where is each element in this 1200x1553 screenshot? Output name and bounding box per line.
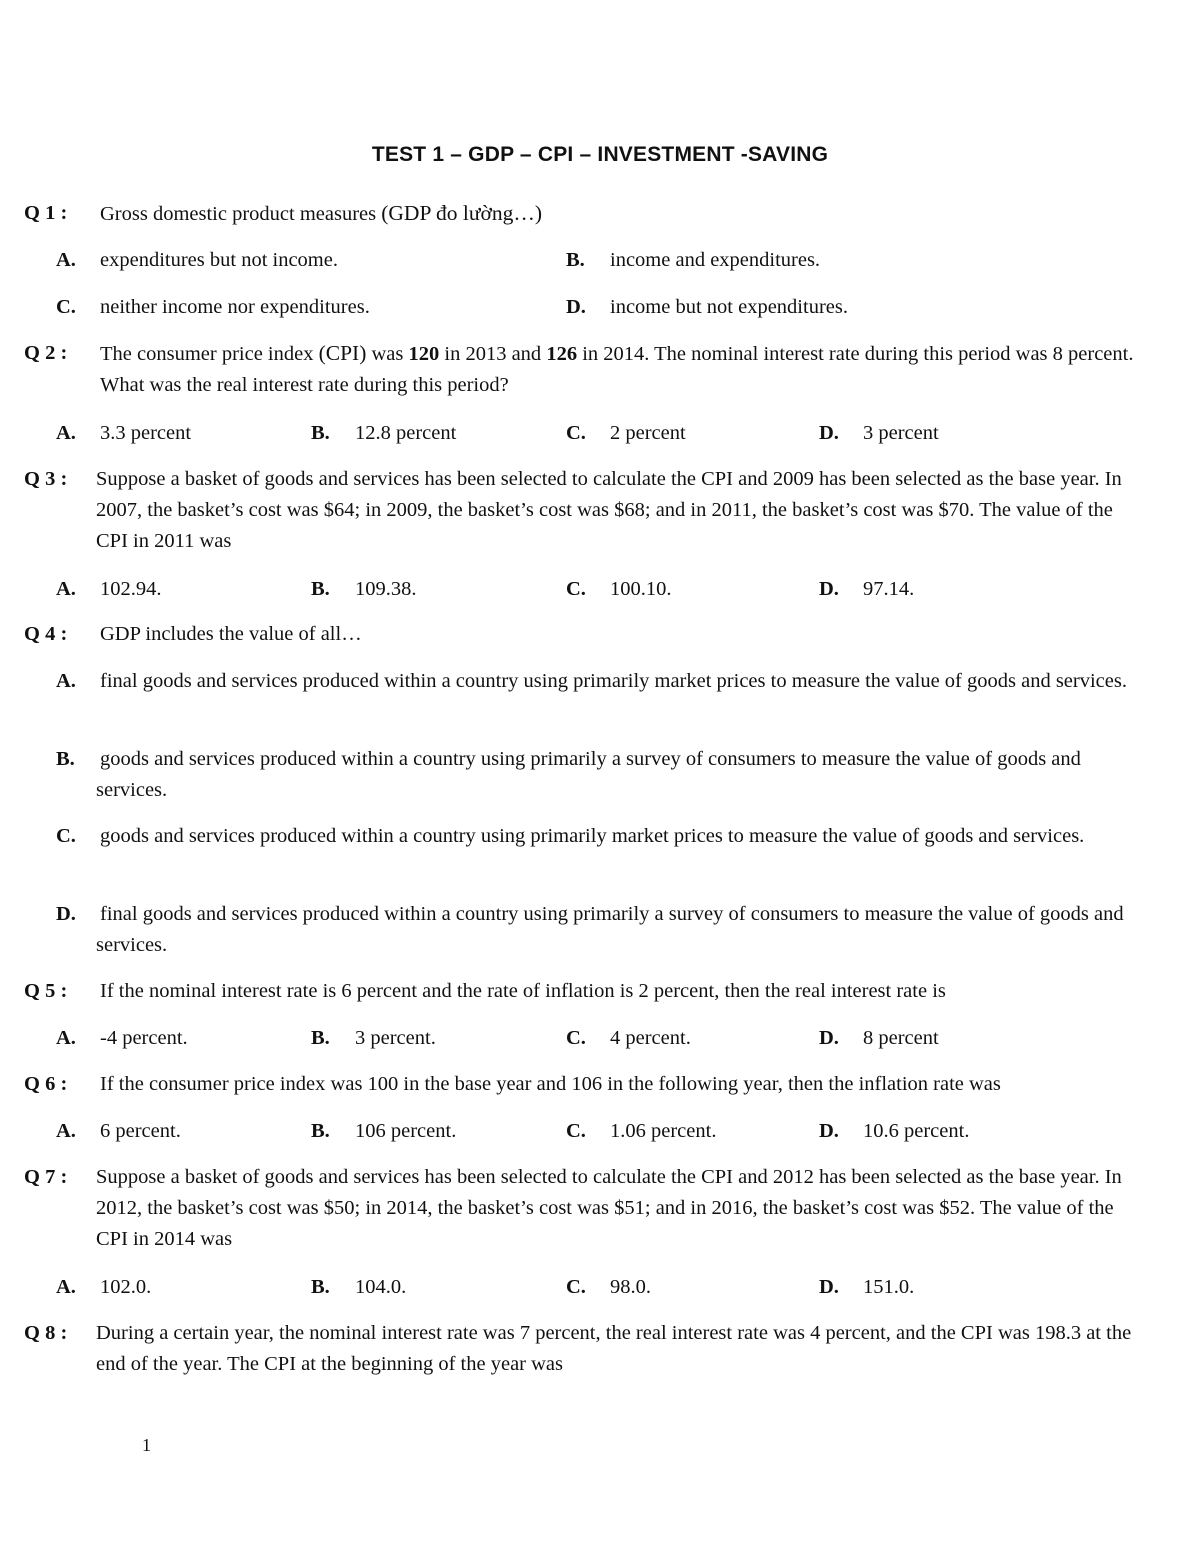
option-text: 100.10. xyxy=(610,578,672,600)
question-text: GDP includes the value of all… xyxy=(100,623,362,645)
option-letter: A. xyxy=(56,1276,76,1298)
question-4 xyxy=(24,619,1149,650)
option-text: 4 percent. xyxy=(610,1027,691,1049)
question-text-part: 126 xyxy=(546,343,578,365)
option-text: 98.0. xyxy=(610,1276,651,1298)
option-b[interactable] xyxy=(56,744,1151,806)
option-letter: D. xyxy=(566,296,586,318)
option-text: 1.06 percent. xyxy=(610,1120,717,1142)
option-c[interactable] xyxy=(566,418,686,449)
option-letter: C. xyxy=(566,1276,586,1298)
option-c[interactable] xyxy=(566,1116,716,1147)
option-d[interactable] xyxy=(819,1023,939,1054)
option-text: expenditures but not income. xyxy=(100,249,338,271)
option-letter: D. xyxy=(56,903,76,925)
question-text: If the nominal interest rate is 6 percent and the rate of inflation is 2 percent, then the real interest rate is xyxy=(100,980,946,1002)
option-text: goods and services produced within a country using primarily market prices to measure the value of goods and services. xyxy=(100,825,1085,847)
option-letter: A. xyxy=(56,1027,76,1049)
question-3 xyxy=(24,464,1149,557)
page-number: 1 xyxy=(142,1435,151,1455)
option-c[interactable] xyxy=(566,1023,691,1054)
question-text xyxy=(100,198,1149,230)
option-letter: B. xyxy=(566,249,585,271)
question-text-part: (GDP đo lường…) xyxy=(381,201,543,225)
option-text: 109.38. xyxy=(355,578,417,600)
option-text: 102.94. xyxy=(100,578,162,600)
option-letter: C. xyxy=(566,1027,586,1049)
question-text-part: The consumer price index xyxy=(100,343,319,365)
option-text: 97.14. xyxy=(863,578,915,600)
question-label: Q 1 : xyxy=(24,202,68,224)
option-letter: B. xyxy=(311,1027,330,1049)
option-a[interactable] xyxy=(56,1116,181,1147)
option-letter: A. xyxy=(56,1120,76,1142)
option-letter: B. xyxy=(311,1276,330,1298)
option-text: income and expenditures. xyxy=(610,249,821,271)
question-8 xyxy=(24,1318,1149,1380)
question-text-part: (CPI) xyxy=(318,341,367,365)
question-label: Q 4 : xyxy=(24,623,68,645)
option-d[interactable] xyxy=(56,899,1151,961)
question-text-part: in 2013 and xyxy=(439,343,547,365)
option-letter: B. xyxy=(311,422,330,444)
option-text: 3.3 percent xyxy=(100,422,192,444)
option-letter: C. xyxy=(56,296,76,318)
option-letter: D. xyxy=(819,1120,839,1142)
option-letter: C. xyxy=(566,578,586,600)
question-label: Q 2 : xyxy=(24,342,68,364)
question-text-part: was xyxy=(366,343,409,365)
question-text: Suppose a basket of goods and services has been selected to calculate the CPI and 2009 has been selected as the base year. In 2007, the basket’s cost was $64; in 2009, the basket’s cost was $68; and in 2011, the basket’s cost was $70. The value of the CPI in 2011 was xyxy=(96,468,1122,552)
option-letter: B. xyxy=(311,1120,330,1142)
option-letter: A. xyxy=(56,422,76,444)
question-label: Q 7 : xyxy=(24,1166,68,1188)
question-text: If the consumer price index was 100 in the base year and 106 in the following year, then the inflation rate was xyxy=(100,1073,1001,1095)
option-text: 3 percent. xyxy=(355,1027,436,1049)
question-text-part: 120 xyxy=(408,343,440,365)
option-c[interactable] xyxy=(56,292,370,323)
option-a[interactable] xyxy=(56,1272,151,1303)
option-text: income but not expenditures. xyxy=(610,296,848,318)
option-d[interactable] xyxy=(819,1272,914,1303)
question-label: Q 6 : xyxy=(24,1073,68,1095)
option-text: 2 percent xyxy=(610,422,686,444)
option-text: final goods and services produced within a country using primarily market prices to measure the value of goods and services. xyxy=(100,670,1127,692)
option-a[interactable] xyxy=(56,418,191,449)
option-a[interactable] xyxy=(56,245,338,276)
option-text: 104.0. xyxy=(355,1276,407,1298)
option-letter: A. xyxy=(56,249,76,271)
question-text-part: Gross domestic product measures xyxy=(100,203,382,225)
option-b[interactable] xyxy=(311,574,417,605)
option-d[interactable] xyxy=(819,418,939,449)
option-c[interactable] xyxy=(56,821,1151,852)
option-b[interactable] xyxy=(566,245,820,276)
question-text: Suppose a basket of goods and services has been selected to calculate the CPI and 2012 has been selected as the base year. In 2012, the basket’s cost was $50; in 2014, the basket’s cost was $51; and in 2016, the basket’s cost was $52. The value of the CPI in 2014 was xyxy=(96,1166,1122,1250)
option-b[interactable] xyxy=(311,418,456,449)
option-letter: D. xyxy=(819,1027,839,1049)
option-b[interactable] xyxy=(311,1272,406,1303)
option-c[interactable] xyxy=(566,1272,651,1303)
option-text: 6 percent. xyxy=(100,1120,181,1142)
option-letter: D. xyxy=(819,422,839,444)
question-7 xyxy=(24,1162,1149,1255)
option-text: final goods and services produced within a country using primarily a survey of consumers to measure the value of goods and services. xyxy=(96,903,1124,956)
option-d[interactable] xyxy=(819,574,914,605)
option-letter: D. xyxy=(819,578,839,600)
option-b[interactable] xyxy=(311,1023,436,1054)
question-text-part: in 2014. The nominal interest rate during this period was 8 percent. What was the real interest rate during this period? xyxy=(100,343,1134,396)
option-letter: C. xyxy=(566,422,586,444)
option-text: 102.0. xyxy=(100,1276,152,1298)
option-text: 8 percent xyxy=(863,1027,939,1049)
option-c[interactable] xyxy=(566,574,672,605)
question-6 xyxy=(24,1069,1149,1100)
question-label: Q 3 : xyxy=(24,468,68,490)
option-text: 10.6 percent. xyxy=(863,1120,970,1142)
option-text: 12.8 percent xyxy=(355,422,457,444)
page-title: TEST 1 – GDP – CPI – INVESTMENT -SAVING xyxy=(371,143,829,166)
option-letter: C. xyxy=(566,1120,586,1142)
option-text: 151.0. xyxy=(863,1276,915,1298)
question-label: Q 8 : xyxy=(24,1322,68,1344)
option-text: neither income nor expenditures. xyxy=(100,296,370,318)
option-letter: D. xyxy=(819,1276,839,1298)
option-letter: B. xyxy=(311,578,330,600)
option-b[interactable] xyxy=(311,1116,456,1147)
question-5 xyxy=(24,976,1149,1007)
option-letter: A. xyxy=(56,578,76,600)
option-a[interactable] xyxy=(56,574,162,605)
question-label: Q 5 : xyxy=(24,980,68,1002)
option-a[interactable] xyxy=(56,1023,188,1054)
question-text xyxy=(24,338,1149,401)
option-text: 106 percent. xyxy=(355,1120,457,1142)
question-2 xyxy=(24,338,1149,401)
option-d[interactable] xyxy=(819,1116,969,1147)
option-a[interactable] xyxy=(56,666,1151,697)
option-text: goods and services produced within a country using primarily a survey of consumers to measure the value of goods and services. xyxy=(96,748,1081,801)
option-letter: A. xyxy=(56,670,76,692)
option-text: 3 percent xyxy=(863,422,939,444)
option-text: -4 percent. xyxy=(100,1027,188,1049)
question-1 xyxy=(24,198,1149,230)
option-letter: B. xyxy=(56,748,75,770)
option-d[interactable] xyxy=(566,292,848,323)
option-letter: C. xyxy=(56,825,76,847)
question-text: During a certain year, the nominal interest rate was 7 percent, the real interest rate was 4 percent, and the CPI was 198.3 at the end of the year. The CPI at the beginning of the year was xyxy=(96,1322,1132,1375)
